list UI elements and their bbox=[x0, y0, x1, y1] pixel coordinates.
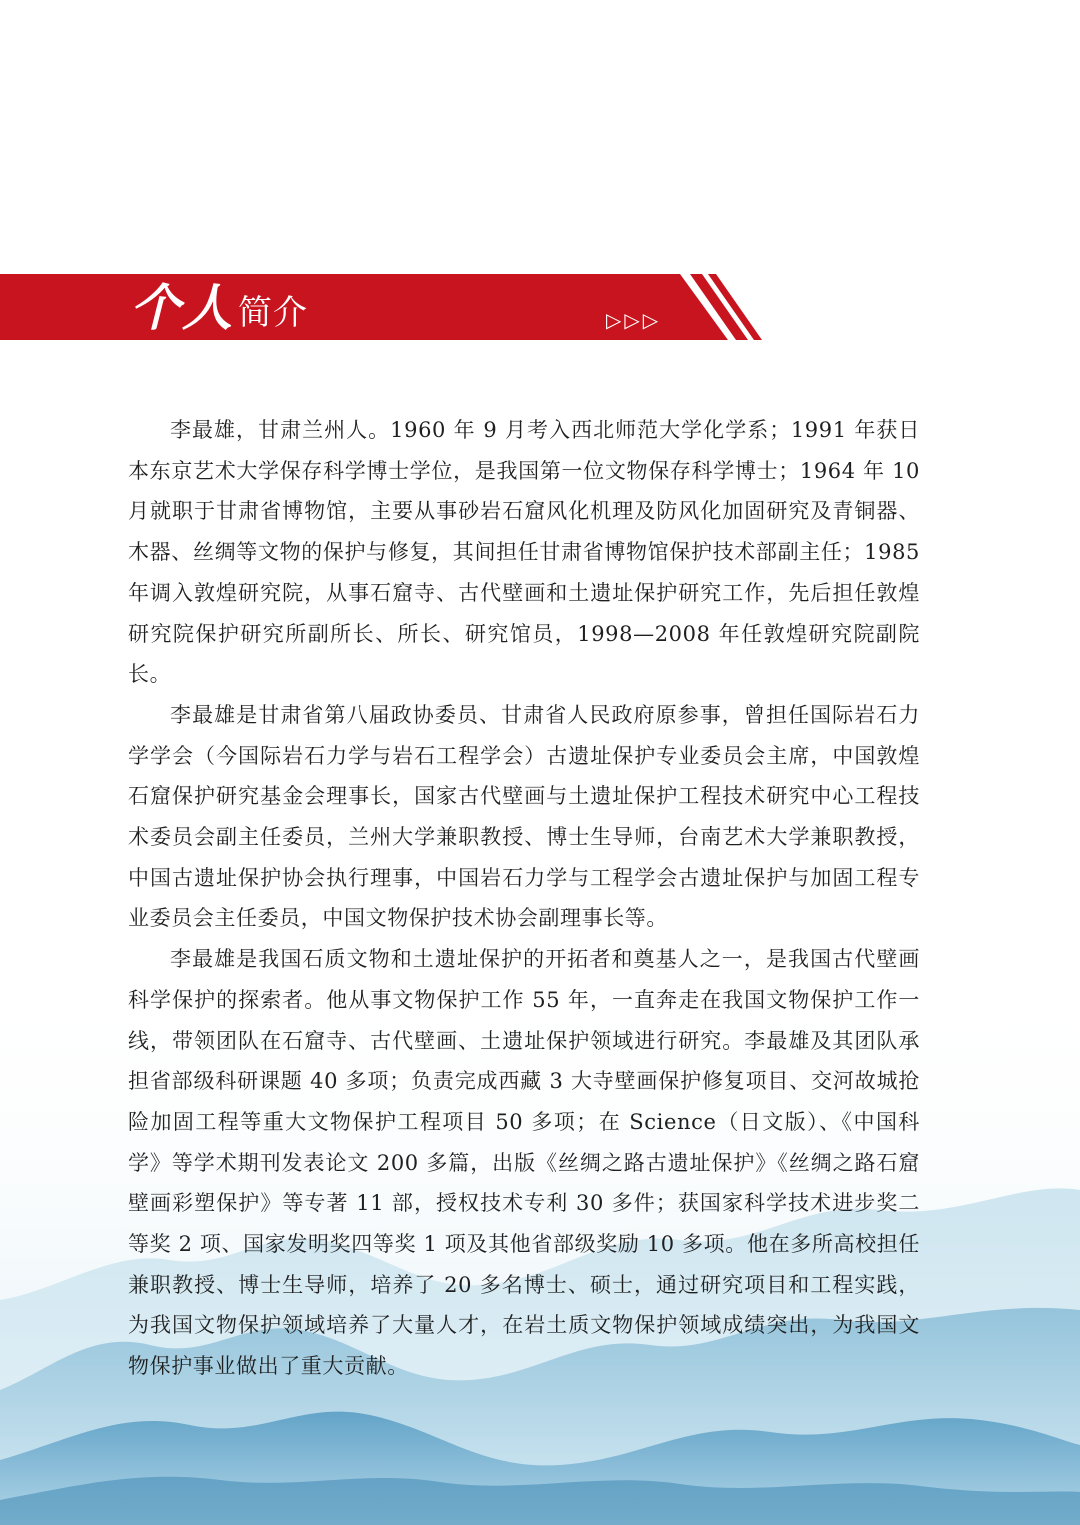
biography-text bbox=[128, 410, 920, 1387]
section-banner bbox=[0, 274, 1080, 340]
section-title bbox=[130, 278, 308, 336]
bio-paragraph-1: 李最雄，甘肃兰州人。1960 年 9 月考入西北师范大学化学系；1991 年获日本东京艺术大学保存科学博士学位，是我国第一位文物保存科学博士；1964 年 10 月就职于甘肃省博物馆，主要从事砂岩石窟风化机理及防风化加固研究及青铜器、木器、丝绸等文物的保护与修复，其间担任甘肃省博物馆保护技术部副主任；1985 年调入敦煌研究院，从事石窟寺、古代壁画和土遗址保护研究工作，先后担任敦煌研究院保护研究所副所长、所长、研究馆员，1998—2008 年任敦煌研究院副院长。 bbox=[128, 418, 920, 687]
bio-paragraph-3: 李最雄是我国石质文物和土遗址保护的开拓者和奠基人之一，是我国古代壁画科学保护的探索者。他从事文物保护工作 55 年，一直奔走在我国文物保护工作一线，带领团队在石窟寺、古代壁画、土遗址保护领域进行研究。李最雄及其团队承担省部级科研课题 40 多项；负责完成西藏 3 大寺壁画保护修复项目、交河故城抢险加固工程等重大文物保护工程项目 50 多项；在 Science（日文版）、《中国科学》等学术期刊发表论文 200 多篇，出版《丝绸之路古遗址保护》《丝绸之路石窟壁画彩塑保护》等专著 11 部，授权技术专利 30 多件；获国家科学技术进步奖二等奖 2 项、国家发明奖四等奖 1 项及其他省部级奖励 10 多项。他在多所高校担任兼职教授、博士生导师，培养了 20 多名博士、硕士，通过研究项目和工程实践，为我国文物保护领域培养了大量人才，在岩土质文物保护领域成绩突出，为我国文物保护事业做出了重大贡献。 bbox=[128, 947, 920, 1379]
section-title-sub: 简介 bbox=[238, 293, 308, 333]
section-title-main: 个人 bbox=[130, 278, 234, 337]
triple-arrow-icon: ▷▷▷ bbox=[606, 308, 662, 332]
bio-paragraph-2: 李最雄是甘肃省第八届政协委员、甘肃省人民政府原参事，曾担任国际岩石力学学会（今国际岩石力学与岩石工程学会）古遗址保护专业委员会主席，中国敦煌石窟保护研究基金会理事长，国家古代壁画与土遗址保护工程技术研究中心工程技术委员会副主任委员，兰州大学兼职教授、博士生导师，台南艺术大学兼职教授，中国古遗址保护协会执行理事，中国岩石力学与工程学会古遗址保护与加固工程专业委员会主任委员，中国文物保护技术协会副理事长等。 bbox=[128, 702, 920, 931]
